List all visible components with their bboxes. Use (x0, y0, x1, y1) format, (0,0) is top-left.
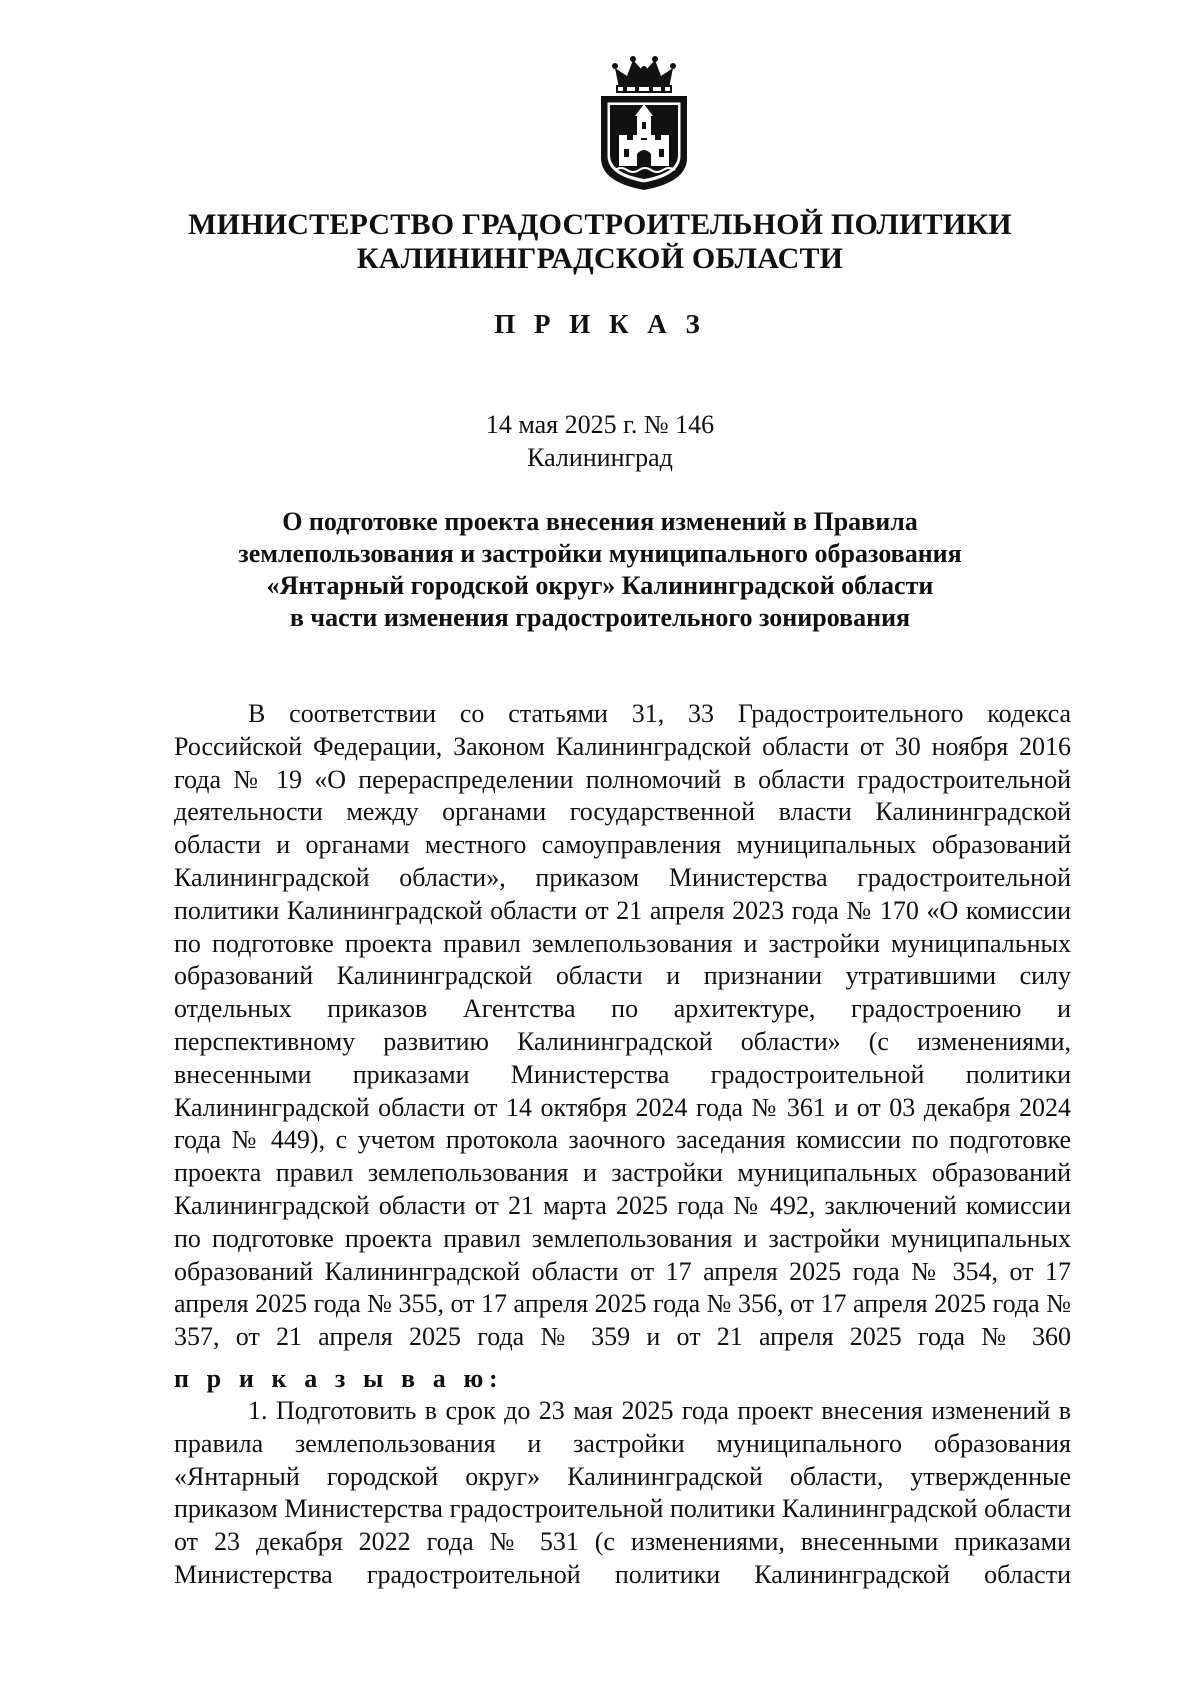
subject-line2: землепользования и застройки муниципального образования (238, 539, 962, 568)
subject-line4: в части изменения градостроительного зонирования (289, 603, 911, 632)
ministry-title-line1: МИНИСТЕРСТВО ГРАДОСТРОИТЕЛЬНОЙ ПОЛИТИКИ (188, 208, 1012, 241)
order-city: Калининград (527, 443, 673, 472)
order-date-number: 14 мая 2025 г. № 146 (485, 410, 715, 439)
document-type: П Р И К А З (494, 309, 706, 339)
ministry-title (170, 208, 1030, 276)
preamble-paragraph: В соответствии со статьями 31, 33 Градостроительного кодекса Российской Федерации, Законом Калининградской области от 30 ноября 2016 года № 19 «О перераспределении полномочий в области градостроительной деятельности между органами государственной власти Калининградской области и органами местного самоуправления муниципальных образований Калининградской области», приказом Министерства градостроительной политики Калининградской области от 21 апреля 2023 года № 170 «О комиссии по подготовке проекта правил землепользования и застройки муниципальных образований Калининградской области и признании утратившими силу отдельных приказов Агентства по архитектуре, градостроению и перспективному развитию Калининградской области» (с изменениями, внесенными приказами Министерства градостроительной политики Калининградской области от 14 октября 2024 года № 361 и от 03 декабря 2024 года № 449), с учетом протокола заочного заседания комиссии по подготовке проекта правил землепользования и застройки муниципальных образований Калининградской области от 21 марта 2025 года № 492, заключений комиссии по подготовке проекта правил землепользования и застройки муниципальных образований Калининградской области от 17 апреля 2025 года № 354, от 17 апреля 2025 года № 355, от 17 апреля 2025 года № 356, от 17 апреля 2025 года № 357, от 21 апреля 2025 года № 359 и от 21 апреля 2025 года № 360 (174, 699, 1071, 1352)
order-subject (170, 506, 1030, 634)
clause-1-paragraph: 1. Подготовить в срок до 23 мая 2025 года проект внесения изменений в правила землепользования и застройки муниципального образования «Янтарный городской округ» Калининградской области, утвержденные приказом Министерства градостроительной политики Калининградской области от 23 декабря 2022 года № 531 (с изменениями, внесенными приказами Министерства градостроительной политики Калининградской области (174, 1396, 1071, 1589)
coat-of-arms-emblem (597, 54, 691, 192)
subject-line1: О подготовке проекта внесения изменений в Правила (282, 507, 918, 536)
decree-word: п р и к а з ы в а ю: (174, 1364, 504, 1393)
subject-line3: «Янтарный городской округ» Калининградской области (266, 571, 934, 600)
ministry-title-line2: КАЛИНИНГРАДСКОЙ ОБЛАСТИ (356, 242, 844, 275)
